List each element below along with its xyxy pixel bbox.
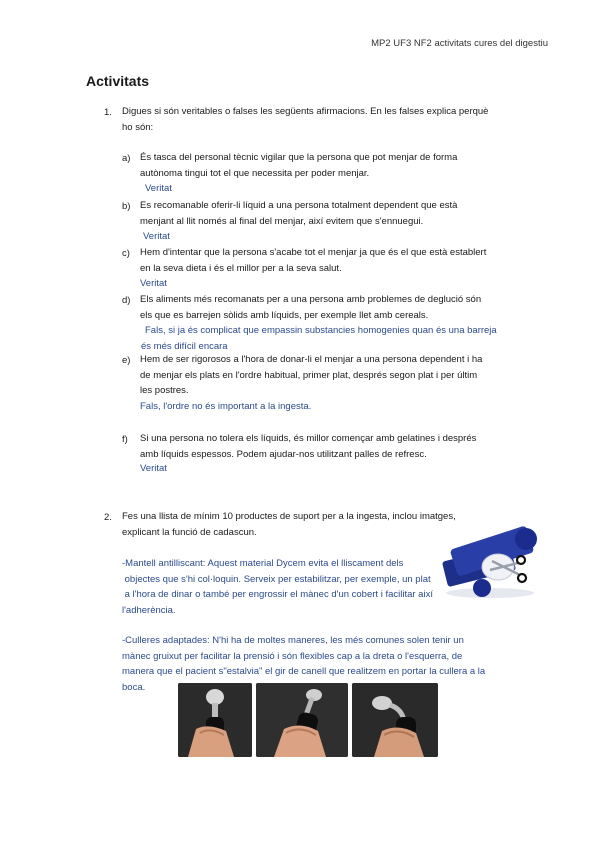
item-d-letter: d) <box>122 295 131 306</box>
item-f-answer: Veritat <box>140 463 167 474</box>
item-b-answer: Veritat <box>143 231 170 242</box>
item-b-letter: b) <box>122 201 131 212</box>
page-title: Activitats <box>86 73 150 89</box>
item-c-answer: Veritat <box>140 278 167 289</box>
item-e-letter: e) <box>122 355 131 366</box>
item-a-answer: Veritat <box>145 183 172 194</box>
item-a-letter: a) <box>122 153 131 164</box>
question-2-number: 2. <box>104 512 112 523</box>
non-slip-mat-image <box>442 523 538 599</box>
adapted-spoon-photo-1 <box>178 683 252 757</box>
paragraph-mantell: -Mantell antilliscant: Aquest material Dycem evita el lliscament dels objectes que s'hi col·loquin. Serveix per estabilitzar, per exemple, un plat a l'hora de dinar o també per engrossir el mànec d'un cobert i facilitar així l'adherència. <box>122 558 433 616</box>
page-header: MP2 UF3 NF2 activitats cures del digestiu <box>371 38 548 49</box>
item-e-answer: Fals, l'ordre no és important a la ingesta. <box>140 401 312 412</box>
item-c-letter: c) <box>122 248 130 259</box>
item-f-text: Si una persona no tolera els líquids, és millor començar amb gelatines i després amb líquids espessos. Podem ajudar-nos utilitzant palles de refresc. <box>140 433 477 460</box>
item-d-text: Els aliments més recomanats per a una persona amb problemes de deglució són els que es barrejen sòlids amb líquids, per exemple llet amb cereals. <box>140 294 482 321</box>
item-b-text: Es recomanable oferir-li líquid a una persona totalment dependent que està menjant al llit només al final del menjar, així evitem que s'ennuegui. <box>140 200 458 227</box>
question-1-number: 1. <box>104 107 112 118</box>
item-e-text: Hem de ser rigorosos a l'hora de donar-li el menjar a una persona dependent i ha de menjar els plats en l'ordre habitual, primer plat, després segon plat i per últim les postres. <box>140 354 483 397</box>
adapted-spoon-photo-2 <box>256 683 348 757</box>
paragraph-culleres: -Culleres adaptades: N'hi ha de moltes maneres, les més comunes solen tenir un mànec gruixut per facilitar la prensió i són flexibles cap a la dreta o l'esquerra, de manera que el pacient s"estalvia" el gir de canell que realitzem en portar la cullera a la boca. <box>122 635 486 693</box>
item-d-answer: Fals, si ja és complicat que empassin substancies homogenies quan és una barreja és més difícil encara <box>141 325 497 352</box>
question-1-text: Digues si són veritables o falses les següents afirmacions. En les falses explica perquè ho són: <box>122 106 489 133</box>
item-f-letter: f) <box>122 434 128 445</box>
adapted-spoon-photo-3 <box>352 683 438 757</box>
question-2-text: Fes una llista de mínim 10 productes de suport per a la ingesta, inclou imatges, explicant la funció de cadascun. <box>122 511 456 538</box>
item-c-text: Hem d'intentar que la persona s'acabe tot el menjar ja que és el que està establert en la seva dieta i és el millor per a la seva salut. <box>140 247 487 274</box>
item-a-text: És tasca del personal tècnic vigilar que la persona que pot menjar de forma autònoma tingui tot el que necessita per poder menjar. <box>140 152 458 179</box>
